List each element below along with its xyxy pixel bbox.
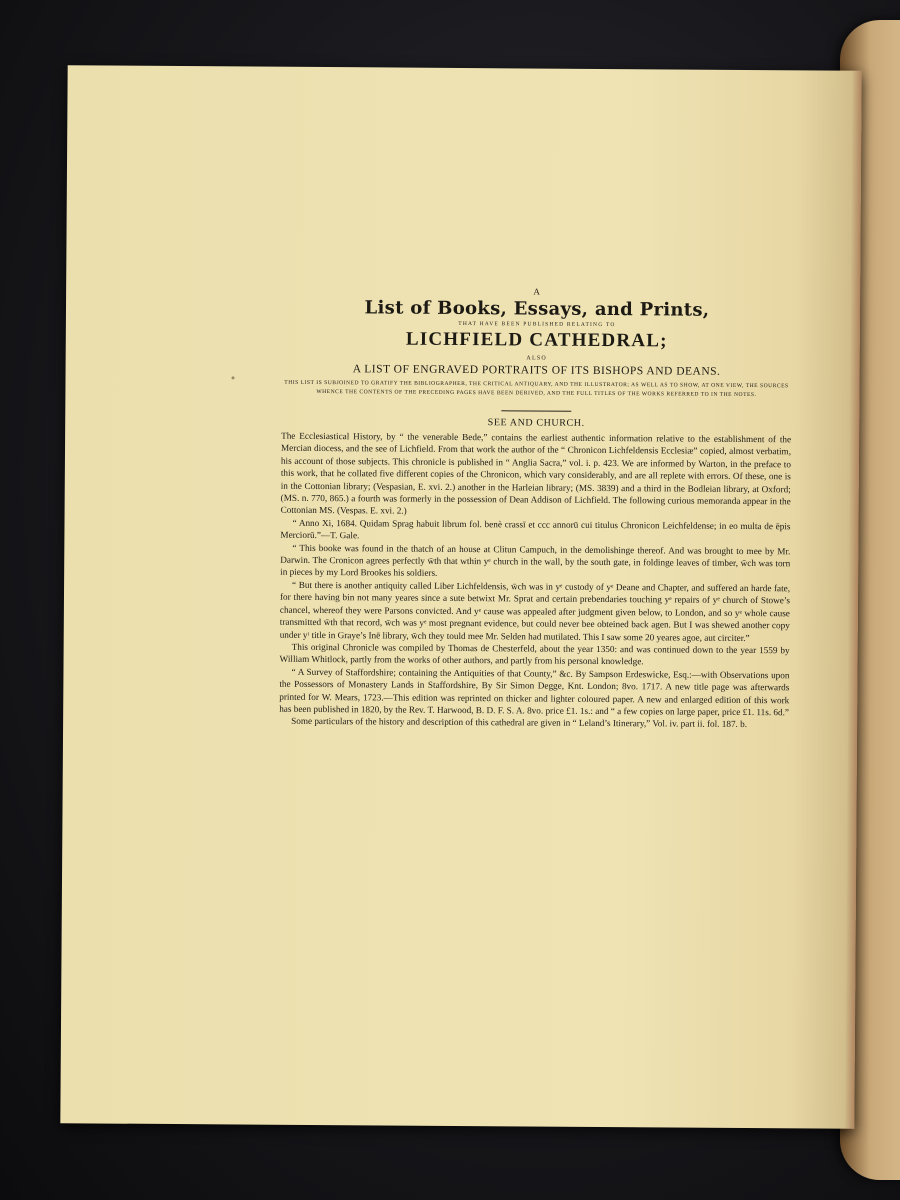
- list-title: List of Books, Essays, and Prints,: [364, 297, 710, 321]
- paragraph-chronicle: This original Chronicle was compiled by Thomas de Chesterfeld, about the year 1350: and was continued down to the year 1559 by William Whitlock, partly from the works of other authors, and partly from his personal knowledge.: [279, 641, 790, 667]
- paper-speck: [232, 376, 235, 379]
- section-divider: [501, 410, 571, 411]
- published-line: THAT HAVE BEEN PUBLISHED RELATING TO: [458, 320, 616, 329]
- section-title: SEE AND CHURCH.: [487, 417, 585, 429]
- heading-a: A: [533, 286, 541, 297]
- paragraph-leland: Some particulars of the history and description of this cathedral are given in “ Leland’s Itinerary,” Vol. iv. part ii. fol. 187. b.: [291, 716, 748, 730]
- subtitle: A LIST OF ENGRAVED PORTRAITS OF ITS BISHOPS AND DEANS.: [352, 363, 721, 378]
- cathedral-title: LICHFIELD CATHEDRAL;: [405, 328, 668, 352]
- book-page: [60, 65, 861, 1129]
- paragraph-anno: “ Anno Xi, 1684. Quidam Sprag habuit librum fol. benè crassī et ccc annorū cui titulus Chronicon Leichfeldense; in eo multa de ēpis Merciorū.”—T. Gale.: [280, 517, 791, 541]
- also-line: ALSO: [526, 355, 547, 362]
- page-content: [279, 285, 792, 731]
- paragraph-booke: “ This booke was found in the thatch of an house at Clitun Campuch, in the demolishinge thereof. And was brought to mee by Mr. Darwin. The Cronicon agrees perfectly w̄th that wthin yᵉ church in the wall, by the south gate, in foldinge leaves of timber, w̄ch was torn in pieces by my Lord Brookes his soldiers.: [280, 542, 791, 579]
- paragraph-liber: “ But there is another antiquity called Liber Lichfeldensis, w̄ch was in yᵉ custody of yᵉ Deane and Chapter, and suffered an harde fate, for there having bin not many yeares since a sute betwixt Mr. Sprat and certain prebendaries touching yᵉ repairs of yᵉ church of Stowe’s chancel, whereof they were Parsons convicted. And yᵉ cause was appealed after judgment given below, to London, and so yᵉ whole cause transmitted w̄th that record, w̄ch was yᵉ most pregnant evidence, but could never bee obteined back agen. But I was shewed another copy under yᵗ title in Graye’s Inē library, w̄ch they tould mee Mr. Selden had mutilated. This I saw some 20 yeares agoe, aut circiter.”: [279, 579, 791, 643]
- paragraph-bede: The Ecclesiastical History, by “ the venerable Bede,” contains the earliest authentic information relative to the establishment of the Mercian diocess, and the see of Lichfield. From that work the author of the “ Chronicon Lichfeldensis Ecclesiæ” copied, almost verbatim, his account of those subjects. This chronicle is published in “ Anglia Sacra,” vol. i. p. 423. We are informed by Warton, in the preface to this work, that he collated five different copies of the Chronicon, which vary considerably, and are all replete with errors. Of these, one is in the Cottonian library; (Vespasian, E. xvi. 2.) another in the Harleian library; (MS. 3839) and a third in the Bodleian library, at Oxford; (MS. n. 770, 865.) a fourth was formerly in the possession of Dean Addison of Lichfield. The following curious memoranda appear in the Cottonian MS. (Vespas. E. xvi. 2.): [280, 430, 792, 517]
- intro-note: THIS LIST IS SUBJOINED TO GRATIFY THE BIBLIOGRAPHER, THE CRITICAL ANTIQUARY, AND THE ILLUSTRATOR; AS WELL AS TO SHOW, AT ONE VIEW, THE SOURCES WHENCE THE CONTENTS OF THE PRECEDING PAGES HAVE BEEN DERIVED, AND THE FULL TITLES OF THE WORKS REFERRED TO IN THE NOTES.: [284, 379, 789, 399]
- paragraph-survey: “ A Survey of Staffordshire; containing the Antiquities of that County,” &c. By Sampson Erdeswicke, Esq.:—with Observations upon the Possessors of Monastery Lands in Staffordshire, By Sir Simon Degge, Knt. London; 8vo. 1717. A new title page was afterwards printed for W. Mears, 1723.—This edition was reprinted on thicker and lighter coloured paper. A new and enlarged edition of this work has been published in 1820, by the Rev. T. Harwood, B. D. F. S. A. 8vo. price £1. 1s.: and “ a few copies on large paper, price £1. 11s. 6d.”: [279, 666, 790, 718]
